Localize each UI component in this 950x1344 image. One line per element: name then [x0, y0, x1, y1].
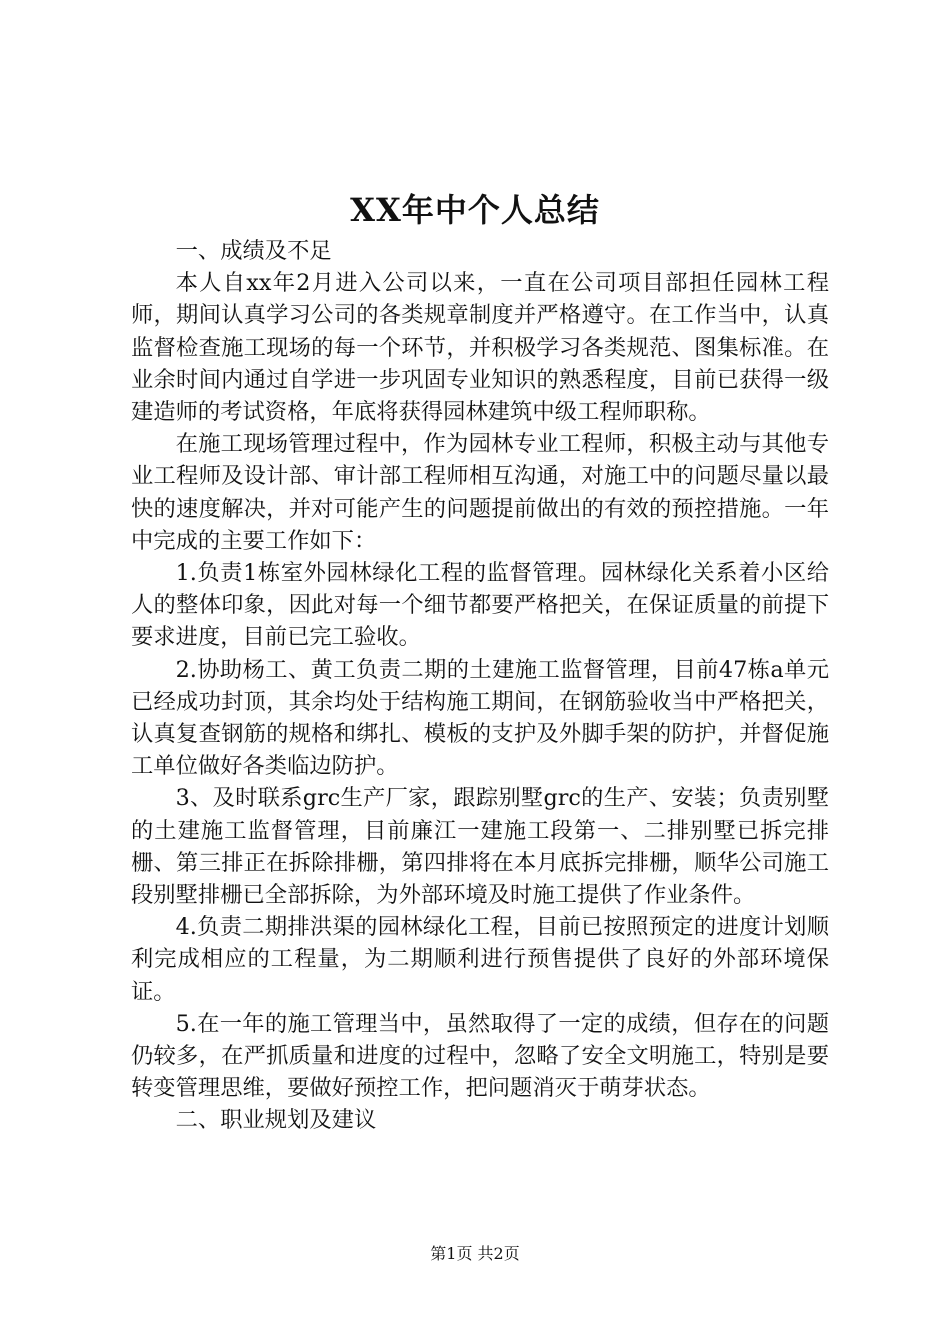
list-item: 4.负责二期排洪渠的园林绿化工程，目前已按照预定的进度计划顺利完成相应的工程量，为二期顺利进行预售提供了良好的外部环境保证。	[131, 914, 829, 1005]
list-item: 5.在一年的施工管理当中，虽然取得了一定的成绩，但存在的问题仍较多，在严抓质量和进度的过程中，忽略了安全文明施工，特别是要转变管理思维，要做好预控工作，把问题消灭于萌芽状态。	[131, 1010, 829, 1102]
section-heading-achievements: 一、成绩及不足	[175, 238, 332, 264]
list-item: 3、及时联系grc生产厂家，跟踪别墅grc的生产、安装；负责别墅的土建施工监督管理，目前廉江一建施工段第一、二排别墅已拆完排栅、第三排正在拆除排栅，第四排将在本月底拆完排栅，顺华公司施工段别墅排栅已全部拆除，为外部环境及时施工提供了作业条件。	[131, 785, 829, 909]
list-item: 1.负责1栋室外园林绿化工程的监督管理。园林绿化关系着小区给人的整体印象，因此对每一个细节都要严格把关，在保证质量的前提下要求进度，目前已完工验收。	[131, 560, 829, 651]
document-title: XX年中个人总结	[350, 191, 600, 229]
section-heading-career-plan: 二、职业规划及建议	[175, 1107, 377, 1134]
page-footer: 第1页 共2页	[430, 1244, 520, 1263]
document-body	[131, 235, 829, 1137]
list-item: 2.协助杨工、黄工负责二期的土建施工监督管理，目前47栋a单元已经成功封顶，其余均处于结构施工期间，在钢筋验收当中严格把关，认真复查钢筋的规格和绑扎、模板的支护及外脚手架的防护，并督促施工单位做好各类临边防护。	[131, 656, 829, 780]
paragraph: 本人自xx年2月进入公司以来，一直在公司项目部担任园林工程师，期间认真学习公司的各类规章制度并严格遵守。在工作当中，认真监督检查施工现场的每一个环节，并积极学习各类规范、图集标准。在业余时间内通过自学进一步巩固专业知识的熟悉程度，目前已获得一级建造师的考试资格，年底将获得园林建筑中级工程师职称。	[131, 270, 829, 426]
paragraph: 在施工现场管理过程中，作为园林专业工程师，积极主动与其他专业工程师及设计部、审计部工程师相互沟通，对施工中的问题尽量以最快的速度解决，并对可能产生的问题提前做出的有效的预控措施。一年中完成的主要工作如下：	[131, 431, 829, 554]
